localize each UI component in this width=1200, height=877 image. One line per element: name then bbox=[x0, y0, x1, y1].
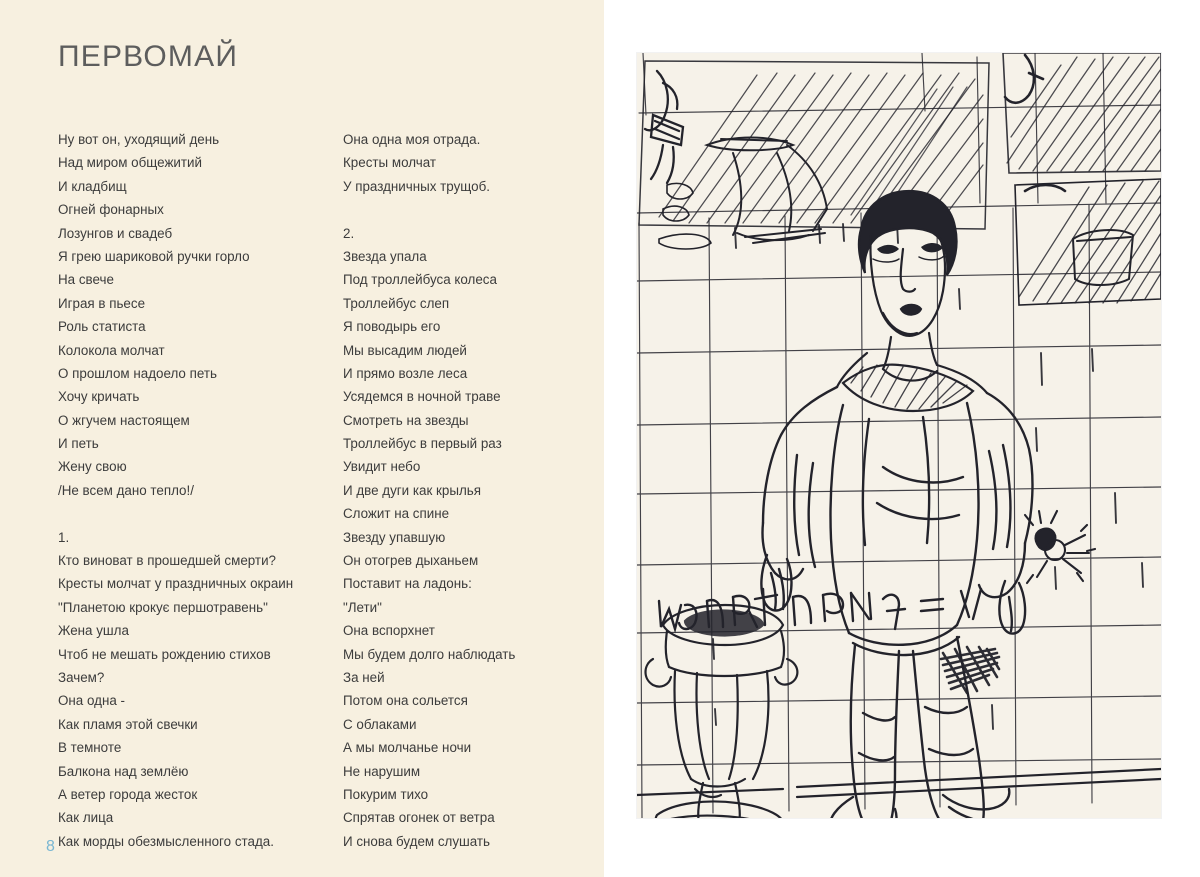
poem-line: Троллейбус слеп bbox=[343, 295, 450, 311]
poem-line: И петь bbox=[58, 436, 99, 452]
poem-line: Зачем? bbox=[58, 669, 105, 685]
poem-line: Чтоб не мешать рождению стихов bbox=[58, 646, 271, 662]
poem-line: Кресты молчат у праздничных окраин bbox=[58, 576, 294, 592]
poem-line: Как лица bbox=[58, 810, 114, 826]
poem-line: Смотреть на звезды bbox=[343, 412, 469, 428]
poem-line: Кресты молчат bbox=[343, 155, 437, 171]
poem-line: Звезду упавшую bbox=[343, 529, 446, 545]
poem-line: Роль статиста bbox=[58, 319, 146, 335]
poem-line: Троллейбус в первый раз bbox=[343, 436, 502, 452]
poem-line: "Планетою крокує першотравень" bbox=[58, 599, 268, 615]
poem-line: Лозунгов и свадеб bbox=[58, 225, 173, 241]
poem-line: Ну вот он, уходящий день bbox=[58, 132, 220, 147]
poem-line: Сложит на спине bbox=[343, 506, 450, 522]
poem-line: О прошлом надоело петь bbox=[58, 365, 217, 381]
poem-line: /Не всем дано тепло!/ bbox=[58, 482, 194, 498]
poem-column-1 bbox=[58, 128, 308, 853]
poem-line: Как пламя этой свечки bbox=[58, 716, 198, 732]
poem-line: Как морды обезмысленного стада. bbox=[58, 833, 274, 849]
poem-line: В темноте bbox=[58, 740, 122, 756]
poem-line: Колокола молчат bbox=[58, 342, 165, 358]
poem-line: Под троллейбуса колеса bbox=[343, 272, 497, 288]
poem-line: И кладбищ bbox=[58, 178, 127, 194]
poem-line: Она вспорхнет bbox=[343, 623, 435, 639]
poem-line: Я поводырь его bbox=[343, 319, 441, 335]
pen-ink-sketch-icon bbox=[637, 53, 1161, 818]
poem-line-blank bbox=[58, 502, 308, 525]
poem-line: 1. bbox=[58, 529, 70, 545]
poem-line: О жгучем настоящем bbox=[58, 412, 190, 428]
poem-line: Хочу кричать bbox=[58, 389, 140, 405]
poem-line: Кто виноват в прошедшей смерти? bbox=[58, 553, 276, 569]
right-image-page bbox=[604, 0, 1200, 877]
poem-line: Потом она сольется bbox=[343, 693, 468, 709]
poem-line: И две дуги как крылья bbox=[343, 482, 482, 498]
poem-line: Звезда упала bbox=[343, 248, 427, 264]
poem-line: Мы будем долго наблюдать bbox=[343, 646, 516, 662]
illustration-plate bbox=[637, 53, 1161, 818]
poem-line: Не нарушим bbox=[343, 763, 421, 779]
poem-line: Поставит на ладонь: bbox=[343, 576, 472, 592]
poem-line: Играя в пьесе bbox=[58, 295, 146, 311]
poem-line: Увидит небо bbox=[343, 459, 421, 475]
poem-line: И прямо возле леса bbox=[343, 365, 468, 381]
page-title: ПЕРВОМАЙ bbox=[58, 40, 239, 73]
poem-line: Она одна моя отрада. bbox=[343, 132, 481, 147]
poem-line: Усядемся в ночной траве bbox=[343, 389, 501, 405]
poem-line: А мы молчанье ночи bbox=[343, 740, 472, 756]
poem-line: Спрятав огонек от ветра bbox=[343, 810, 495, 826]
poem-line: Он отогрев дыханьем bbox=[343, 553, 479, 569]
poem-line: С облаками bbox=[343, 716, 417, 732]
poem-line: На свече bbox=[58, 272, 114, 288]
poem-line: У праздничных трущоб. bbox=[343, 178, 490, 194]
page-number: 8 bbox=[46, 838, 55, 855]
poem-column-2 bbox=[343, 128, 593, 853]
poem-line: "Лети" bbox=[343, 599, 382, 615]
poem-line-blank bbox=[343, 198, 593, 221]
poem-line: За ней bbox=[343, 669, 385, 685]
poem-line: Она одна - bbox=[58, 693, 125, 709]
poem-line: Балкона над землёю bbox=[58, 763, 189, 779]
poem-line: Над миром общежитий bbox=[58, 155, 202, 171]
poem-line: Мы высадим людей bbox=[343, 342, 467, 358]
poem-line: Я грею шариковой ручки горло bbox=[58, 248, 250, 264]
poem-line: Огней фонарных bbox=[58, 202, 164, 218]
poem-line: Жену свою bbox=[58, 459, 127, 475]
poem-line: 2. bbox=[343, 225, 355, 241]
poem-line: А ветер города жесток bbox=[58, 786, 198, 802]
poem-line: И снова будем слушать bbox=[343, 833, 491, 849]
poem-line: Покурим тихо bbox=[343, 786, 429, 802]
poem-line: Жена ушла bbox=[58, 623, 129, 639]
